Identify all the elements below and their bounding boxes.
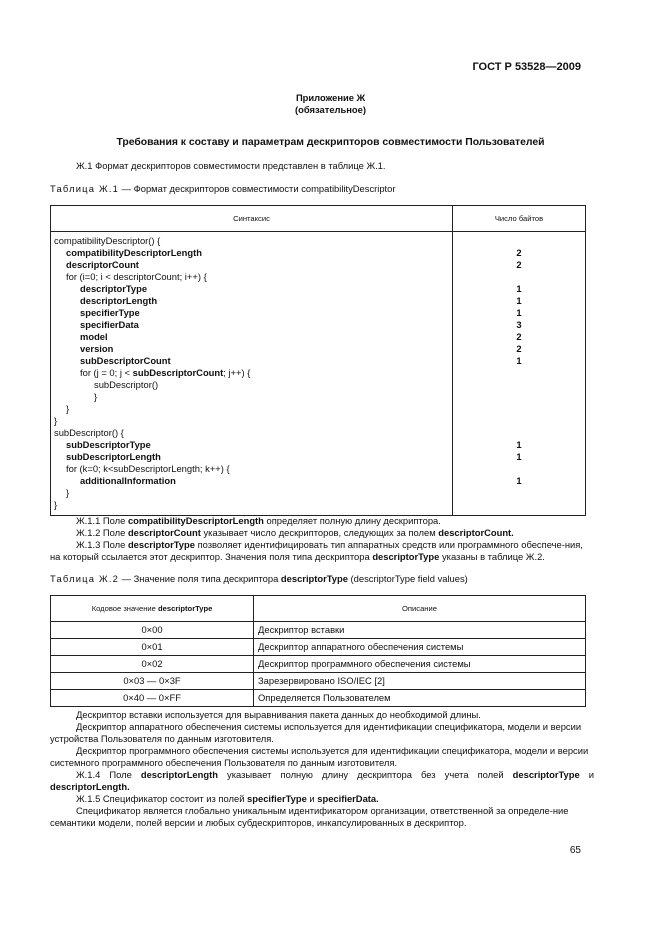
note-1-1: Ж.1.1 Поле compatibilityDescriptorLength определяет полную длину дескриптора. xyxy=(76,515,441,526)
code-line: compatibilityDescriptorLength xyxy=(66,247,202,258)
body-paragraph: Дескриптор аппаратного обеспечения системы используется для идентификации спецификатора, модели и версии устройства Пользователя по данным изготовителя. xyxy=(50,721,582,745)
annex-title: Приложение Ж xyxy=(295,92,366,103)
table2-caption: Таблица Ж.2 — Значение поля типа дескриптора descriptorType (descriptorType field values) xyxy=(50,573,468,584)
code-line: specifierData xyxy=(80,319,139,330)
table2-header-row xyxy=(51,596,586,622)
code-line: specifierType xyxy=(80,307,140,318)
code-line: additionalInformation xyxy=(80,475,176,486)
code-line: compatibilityDescriptor() { xyxy=(54,235,161,246)
bytes-cell xyxy=(453,232,586,516)
code-line: for (j = 0; j < subDescriptorCount; j++) { xyxy=(80,367,251,378)
bytes-value xyxy=(453,415,585,427)
table1-header-row xyxy=(51,206,586,232)
bytes-value xyxy=(453,499,585,511)
code-value: 0×40 — 0×FF xyxy=(51,690,254,707)
description-value: Дескриптор программного обеспечения системы xyxy=(254,656,586,673)
bytes-value xyxy=(453,271,585,283)
code-value: 0×03 — 0×3F xyxy=(51,673,254,690)
descriptor-syntax-table xyxy=(50,205,586,516)
standard-number: ГОСТ Р 53528—2009 xyxy=(472,61,581,73)
syntax-column-header: Синтаксис xyxy=(51,206,453,232)
body-paragraph: Ж.1.4 Поле descriptorLength указывает полную длину дескриптора без учета полей descriptorType и descriptorLength. xyxy=(50,769,595,793)
code-value: 0×02 xyxy=(51,656,254,673)
code-line: descriptorLength xyxy=(80,295,158,306)
bytes-value: 1 xyxy=(516,295,522,306)
code-line: } xyxy=(94,391,98,402)
code-line: subDescriptorLength xyxy=(66,451,161,462)
description-value: Определяется Пользователем xyxy=(254,690,586,707)
bytes-column-header: Число байтов xyxy=(453,206,586,232)
code-line: } xyxy=(54,499,58,510)
table1-caption-text: — Формат дескрипторов совместимости compatibilityDescriptor xyxy=(119,183,396,194)
bytes-value xyxy=(453,427,585,439)
note-1-2: Ж.1.2 Поле descriptorCount указывает число дескрипторов, следующих за полем descriptorCount. xyxy=(76,527,514,538)
bytes-value: 2 xyxy=(516,331,522,342)
code-line: } xyxy=(54,415,58,426)
bytes-value xyxy=(453,391,585,403)
table-row xyxy=(51,622,586,639)
code-column-header: Кодовое значение descriptorType xyxy=(51,596,254,622)
bytes-value: 1 xyxy=(516,307,522,318)
body-paragraph: Дескриптор программного обеспечения системы используется для идентификации спецификатора, модели и версии системного программного обеспечения Пользователя по данным изготовителя. xyxy=(50,745,589,769)
section-title: Требования к составу и параметрам дескрипторов совместимости Пользователей xyxy=(116,137,545,148)
code-line: version xyxy=(80,343,114,354)
description-column-header: Описание xyxy=(254,596,586,622)
annex-status: (обязательное) xyxy=(295,104,366,115)
code-line: } xyxy=(66,487,70,498)
page-number: 65 xyxy=(569,845,581,856)
bytes-value xyxy=(453,235,585,247)
bytes-value: 1 xyxy=(516,439,522,450)
table1-caption-prefix: Таблица Ж.1 xyxy=(50,183,120,194)
bytes-value xyxy=(453,379,585,391)
code-line: subDescriptor() xyxy=(94,379,159,390)
bytes-value: 2 xyxy=(516,343,522,354)
code-line: descriptorCount xyxy=(66,259,139,270)
body-paragraph: Ж.1.5 Спецификатор состоит из полей specifierType и specifierData. xyxy=(76,793,379,804)
table-row xyxy=(51,656,586,673)
body-paragraph: Спецификатор является глобально уникальным идентификатором организации, ответственной за определе-ние семантики модели, полей версии и любых субдескрипторов, инкапсулированных в дескриптор. xyxy=(50,805,569,829)
code-line: descriptorType xyxy=(80,283,148,294)
table-row xyxy=(51,639,586,656)
note-1-3: Ж.1.3 Поле descriptorType позволяет идентифицировать тип аппаратных средств или программного обеспече-ния, на который ссылается этот дескриптор. Значения поля типа дескриптора descriptorType указаны в таблице Ж.2. xyxy=(50,539,583,563)
bytes-value xyxy=(453,403,585,415)
code-line: for (i=0; i < descriptorCount; i++) { xyxy=(66,271,207,282)
table-row xyxy=(51,690,586,707)
table-row xyxy=(51,673,586,690)
code-line: subDescriptorType xyxy=(66,439,151,450)
syntax-code-cell xyxy=(51,232,453,516)
bytes-value xyxy=(453,463,585,475)
table1-caption xyxy=(50,183,594,195)
description-value: Дескриптор вставки xyxy=(254,622,586,639)
bytes-value: 2 xyxy=(516,247,522,258)
bytes-value: 3 xyxy=(516,319,522,330)
body-paragraph: Дескриптор вставки используется для выравнивания пакета данных до необходимой длины. xyxy=(76,709,481,720)
descriptor-type-table xyxy=(50,595,586,707)
description-value: Зарезервировано ISO/IEC [2] xyxy=(254,673,586,690)
bytes-value: 1 xyxy=(516,355,522,366)
code-line: } xyxy=(66,403,70,414)
bytes-value: 2 xyxy=(516,259,522,270)
bytes-value: 1 xyxy=(516,283,522,294)
code-value: 0×01 xyxy=(51,639,254,656)
bytes-value: 1 xyxy=(516,475,522,486)
code-value: 0×00 xyxy=(51,622,254,639)
bytes-value xyxy=(453,487,585,499)
bytes-value: 1 xyxy=(516,451,522,462)
bytes-value xyxy=(453,367,585,379)
code-line: subDescriptorCount xyxy=(80,355,171,366)
description-value: Дескриптор аппаратного обеспечения системы xyxy=(254,639,586,656)
code-line: for (k=0; k<subDescriptorLength; k++) { xyxy=(66,463,230,474)
table1-body-row xyxy=(51,232,586,516)
code-line: model xyxy=(80,331,108,342)
code-line: subDescriptor() { xyxy=(54,427,124,438)
intro-paragraph: Ж.1 Формат дескрипторов совместимости представлен в таблице Ж.1. xyxy=(76,160,386,171)
